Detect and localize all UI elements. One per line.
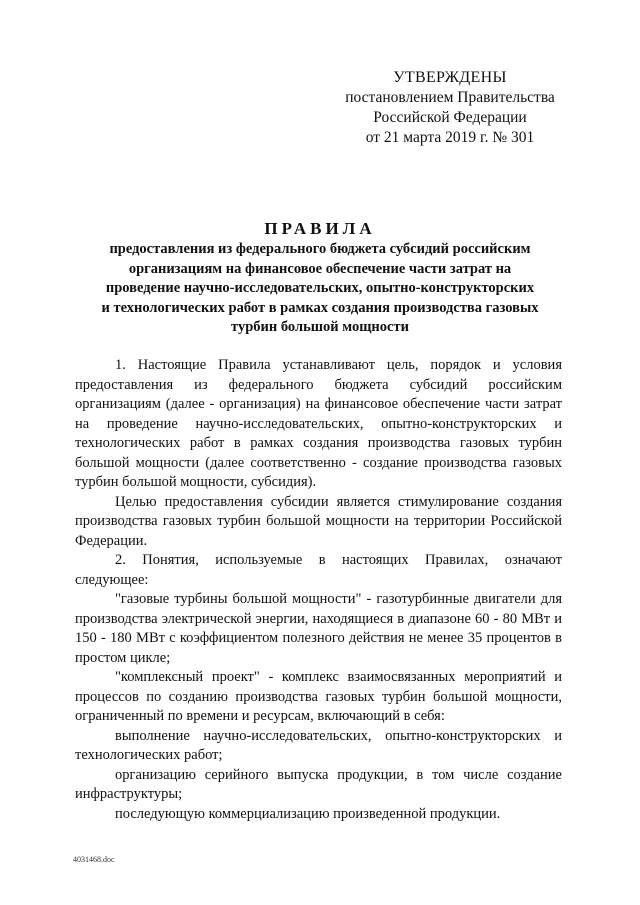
paragraph: 2. Понятия, используемые в настоящих Правилах, означают следующее: [75,552,562,588]
approval-date-number: от 21 марта 2019 г. № 301 [365,129,535,146]
paragraph: Целью предоставления субсидии является стимулирование создания производства газовых турбин большой мощности на территории Российской Федерации. [75,493,562,549]
paragraph: "газовые турбины большой мощности" - газотурбинные двигатели для производства электрической энергии, находящиеся в диапазоне 60 - 80 МВт и 150 - 180 МВт с коэффициентом полезного действия не менее 35 процентов в простом цикле; [75,591,562,666]
footer-file-name: 4031468.doc [73,855,115,864]
paragraph: 1. Настоящие Правила устанавливают цель, порядок и условия предоставления из федерального бюджета субсидий российским организациям (далее - организация) на финансовое обеспечение части затрат на проведение научно-исследовательских, опытно-конструкторских и технологических работ в рамках создания производства газовых турбин большой мощности (далее соответственно - создание производства газовых турбин большой мощности, субсидия). [75,357,562,490]
paragraph: организацию серийного выпуска продукции, в том числе создание инфраструктуры; [75,766,562,802]
paragraph: "комплексный проект" - комплекс взаимосвязанных мероприятий и процессов по созданию производства газовых турбин большой мощности, ограниченный по времени и ресурсам, включающий в себя: [75,669,562,724]
approval-line: постановлением Правительства [345,89,555,106]
paragraph: выполнение научно-исследовательских, опытно-конструкторских и технологических работ; [75,727,562,763]
document-title: ПРАВИЛА [264,219,376,238]
approval-block [330,68,570,148]
approval-line: Российской Федерации [373,109,527,126]
document-body [75,356,562,824]
paragraph: последующую коммерциализацию произведенной продукции. [115,805,501,822]
approval-heading: УТВЕРЖДЕНЫ [393,69,507,86]
document-subtitle: предоставления из федерального бюджета субсидий российским организациям на финансовое обеспечение части затрат на проведение научно-исследовательских, опытно-конструкторских и технологических работ в рамках создания производства газовых турбин большой мощности [101,241,539,335]
